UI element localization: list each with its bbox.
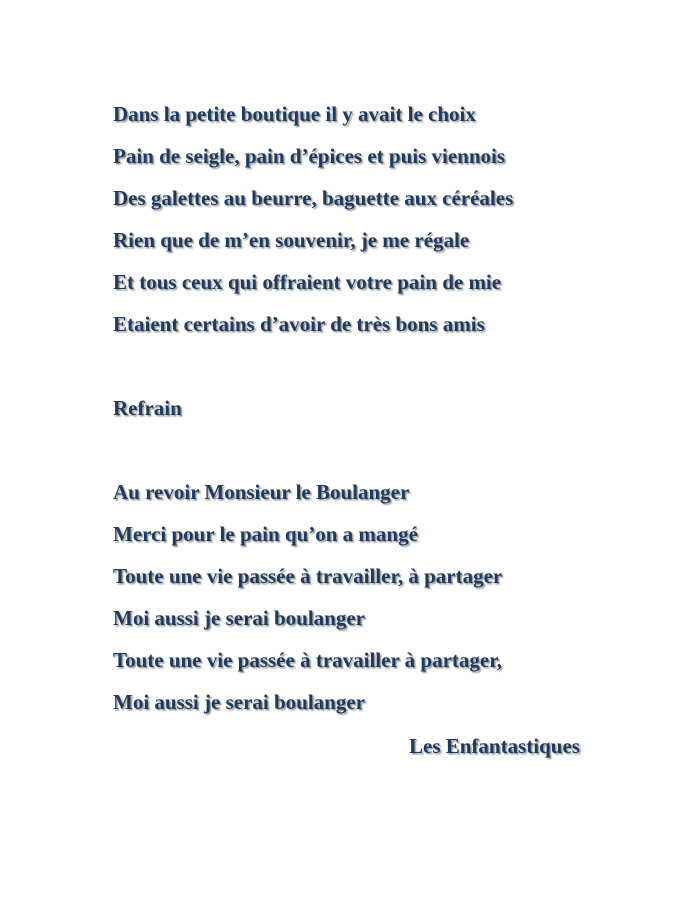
chorus-line: Merci pour le pain qu’on a mangé (113, 522, 418, 546)
poem-body (113, 97, 633, 727)
chorus-line: Moi aussi je serai boulanger (113, 690, 365, 714)
chorus-line: Toute une vie passée à travailler, à partager (113, 564, 503, 588)
stanza-break (113, 349, 633, 391)
chorus-line: Toute une vie passée à travailler à partager, (113, 648, 502, 672)
stanza-break (113, 433, 633, 475)
chorus-line: Au revoir Monsieur le Boulanger (113, 480, 410, 504)
verse-line: Pain de seigle, pain d’épices et puis viennois (113, 144, 506, 168)
refrain-heading: Refrain (113, 396, 182, 420)
chorus-line: Moi aussi je serai boulanger (113, 606, 365, 630)
verse-line: Rien que de m’en souvenir, je me régale (113, 228, 470, 252)
verse-line: Etaient certains d’avoir de très bons amis (113, 312, 485, 336)
verse-line: Et tous ceux qui offraient votre pain de mie (113, 270, 502, 294)
verse-line: Des galettes au beurre, baguette aux céréales (113, 186, 514, 210)
author-signature: Les Enfantastiques (409, 734, 580, 758)
verse-line: Dans la petite boutique il y avait le choix (113, 102, 476, 126)
